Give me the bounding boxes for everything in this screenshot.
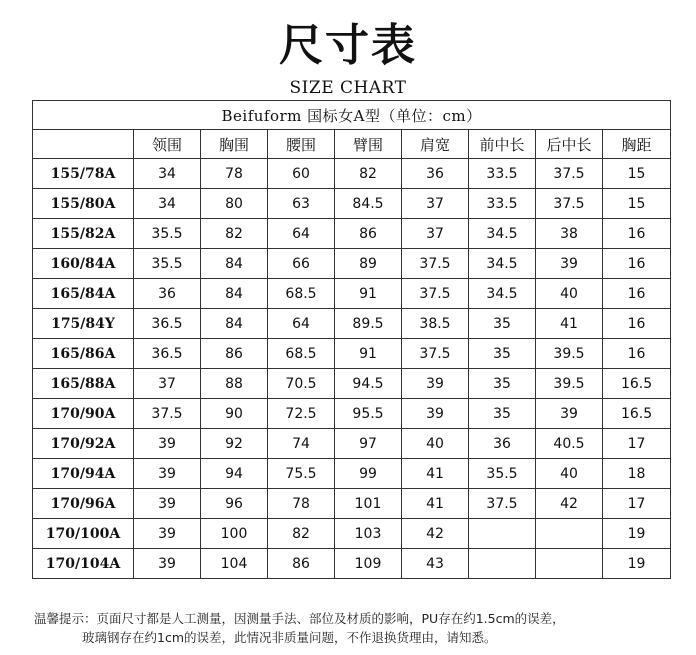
warm-tip-note (34, 609, 674, 647)
header-cell: 肩宽 (402, 130, 469, 159)
header-cell: 领围 (134, 130, 201, 159)
measurement-cell: 37.5 (402, 339, 469, 369)
table-row (33, 429, 671, 459)
measurement-cell: 34 (134, 189, 201, 219)
measurement-cell: 66 (268, 249, 335, 279)
measurement-cell: 16.5 (603, 369, 671, 399)
measurement-cell: 88 (201, 369, 268, 399)
measurement-cell: 82 (201, 219, 268, 249)
measurement-cell: 37.5 (402, 249, 469, 279)
measurement-cell: 40 (536, 459, 603, 489)
table-row (33, 519, 671, 549)
measurement-cell: 100 (201, 519, 268, 549)
measurement-cell: 103 (335, 519, 402, 549)
measurement-cell: 16 (603, 309, 671, 339)
measurement-cell: 34.5 (469, 219, 536, 249)
measurement-cell: 39 (134, 459, 201, 489)
measurement-cell: 41 (402, 489, 469, 519)
measurement-cell: 33.5 (469, 159, 536, 189)
measurement-cell: 36.5 (134, 339, 201, 369)
measurement-cell (536, 519, 603, 549)
measurement-cell: 86 (201, 339, 268, 369)
measurement-cell: 36.5 (134, 309, 201, 339)
measurement-cell: 39 (134, 429, 201, 459)
measurement-cell (536, 549, 603, 579)
table-caption: Beifuform 国标女A型（单位：cm） (33, 101, 671, 130)
measurement-cell: 84 (201, 249, 268, 279)
size-label-cell: 155/82A (33, 219, 134, 249)
header-cell: 前中长 (469, 130, 536, 159)
measurement-cell: 84 (201, 279, 268, 309)
table-row (33, 189, 671, 219)
measurement-cell: 63 (268, 189, 335, 219)
measurement-cell: 37 (402, 189, 469, 219)
measurement-cell: 17 (603, 429, 671, 459)
measurement-cell: 60 (268, 159, 335, 189)
measurement-cell: 84.5 (335, 189, 402, 219)
measurement-cell: 38 (536, 219, 603, 249)
measurement-cell: 34 (134, 159, 201, 189)
measurement-cell: 97 (335, 429, 402, 459)
measurement-cell: 16 (603, 279, 671, 309)
measurement-cell: 74 (268, 429, 335, 459)
measurement-cell: 18 (603, 459, 671, 489)
measurement-cell: 39 (134, 519, 201, 549)
measurement-cell: 37 (134, 369, 201, 399)
measurement-cell: 37.5 (536, 189, 603, 219)
header-cell: 后中长 (536, 130, 603, 159)
measurement-cell: 41 (402, 459, 469, 489)
measurement-cell: 86 (335, 219, 402, 249)
measurement-cell: 39 (134, 489, 201, 519)
measurement-cell: 68.5 (268, 279, 335, 309)
table-row (33, 459, 671, 489)
measurement-cell: 19 (603, 549, 671, 579)
measurement-cell: 16 (603, 339, 671, 369)
size-label-cell: 175/84Y (33, 309, 134, 339)
measurement-cell: 78 (201, 159, 268, 189)
table-row (33, 309, 671, 339)
measurement-cell: 104 (201, 549, 268, 579)
header-cell: 胸围 (201, 130, 268, 159)
size-label-cell: 170/90A (33, 399, 134, 429)
measurement-cell: 41 (536, 309, 603, 339)
measurement-cell: 39 (536, 399, 603, 429)
table-row (33, 159, 671, 189)
table-row (33, 489, 671, 519)
measurement-cell: 35 (469, 309, 536, 339)
measurement-cell: 89.5 (335, 309, 402, 339)
measurement-cell: 99 (335, 459, 402, 489)
measurement-cell: 42 (536, 489, 603, 519)
measurement-cell (469, 549, 536, 579)
table-row (33, 219, 671, 249)
measurement-cell: 96 (201, 489, 268, 519)
measurement-cell: 80 (201, 189, 268, 219)
measurement-cell: 94 (201, 459, 268, 489)
size-label-cell: 170/92A (33, 429, 134, 459)
measurement-cell: 37.5 (402, 279, 469, 309)
size-label-cell: 155/78A (33, 159, 134, 189)
measurement-cell: 19 (603, 519, 671, 549)
measurement-cell (469, 519, 536, 549)
measurement-cell: 35 (469, 339, 536, 369)
measurement-cell: 15 (603, 159, 671, 189)
measurement-cell: 82 (268, 519, 335, 549)
measurement-cell: 39 (134, 549, 201, 579)
measurement-cell: 35.5 (134, 219, 201, 249)
measurement-cell: 35.5 (134, 249, 201, 279)
measurement-cell: 89 (335, 249, 402, 279)
measurement-cell: 109 (335, 549, 402, 579)
measurement-cell: 34.5 (469, 249, 536, 279)
note-line-1: 温馨提示：页面尺寸都是人工测量，因测量手法、部位及材质的影响，PU存在约1.5cm的误差， (34, 611, 565, 626)
measurement-cell: 35 (469, 369, 536, 399)
header-cell-size (33, 130, 134, 159)
page-title: 尺寸表 (279, 20, 417, 71)
size-label-cell: 170/96A (33, 489, 134, 519)
measurement-cell: 101 (335, 489, 402, 519)
measurement-cell: 72.5 (268, 399, 335, 429)
measurement-cell: 86 (268, 549, 335, 579)
table-row (33, 369, 671, 399)
size-label-cell: 155/80A (33, 189, 134, 219)
table-row (33, 549, 671, 579)
measurement-cell: 16 (603, 249, 671, 279)
measurement-cell: 17 (603, 489, 671, 519)
measurement-cell: 36 (134, 279, 201, 309)
measurement-cell: 37.5 (134, 399, 201, 429)
measurement-cell: 82 (335, 159, 402, 189)
size-label-cell: 165/84A (33, 279, 134, 309)
measurement-cell: 35.5 (469, 459, 536, 489)
measurement-cell: 64 (268, 309, 335, 339)
header-cell: 腰围 (268, 130, 335, 159)
measurement-cell: 75.5 (268, 459, 335, 489)
measurement-cell: 90 (201, 399, 268, 429)
size-label-cell: 165/88A (33, 369, 134, 399)
table-row (33, 399, 671, 429)
measurement-cell: 39 (536, 249, 603, 279)
size-label-cell: 170/94A (33, 459, 134, 489)
table-row (33, 339, 671, 369)
measurement-cell: 16.5 (603, 399, 671, 429)
measurement-cell: 34.5 (469, 279, 536, 309)
size-label-cell: 170/104A (33, 549, 134, 579)
measurement-cell: 38.5 (402, 309, 469, 339)
measurement-cell: 36 (469, 429, 536, 459)
measurement-cell: 36 (402, 159, 469, 189)
measurement-cell: 15 (603, 189, 671, 219)
measurement-cell: 40 (536, 279, 603, 309)
measurement-cell: 37.5 (536, 159, 603, 189)
measurement-cell: 91 (335, 279, 402, 309)
size-label-cell: 170/100A (33, 519, 134, 549)
measurement-cell: 43 (402, 549, 469, 579)
measurement-cell: 33.5 (469, 189, 536, 219)
measurement-cell: 40 (402, 429, 469, 459)
measurement-cell: 35 (469, 399, 536, 429)
measurement-cell: 70.5 (268, 369, 335, 399)
measurement-cell: 68.5 (268, 339, 335, 369)
measurement-cell: 92 (201, 429, 268, 459)
measurement-cell: 94.5 (335, 369, 402, 399)
table-row (33, 249, 671, 279)
size-label-cell: 160/84A (33, 249, 134, 279)
measurement-cell: 37.5 (469, 489, 536, 519)
measurement-cell: 37 (402, 219, 469, 249)
header-cell: 胸距 (603, 130, 671, 159)
measurement-cell: 39.5 (536, 369, 603, 399)
size-label-cell: 165/86A (33, 339, 134, 369)
measurement-cell: 16 (603, 219, 671, 249)
measurement-cell: 42 (402, 519, 469, 549)
measurement-cell: 39 (402, 369, 469, 399)
page-subtitle: SIZE CHART (289, 78, 407, 98)
measurement-cell: 40.5 (536, 429, 603, 459)
measurement-cell: 84 (201, 309, 268, 339)
measurement-cell: 39 (402, 399, 469, 429)
measurement-cell: 78 (268, 489, 335, 519)
measurement-cell: 39.5 (536, 339, 603, 369)
size-chart-table (32, 100, 671, 579)
measurement-cell: 91 (335, 339, 402, 369)
measurement-cell: 95.5 (335, 399, 402, 429)
measurement-cell: 64 (268, 219, 335, 249)
note-line-2: 玻璃钢存在约1cm的误差，此情况非质量问题，不作退换货理由，请知悉。 (82, 630, 497, 645)
header-cell: 臂围 (335, 130, 402, 159)
table-row (33, 279, 671, 309)
